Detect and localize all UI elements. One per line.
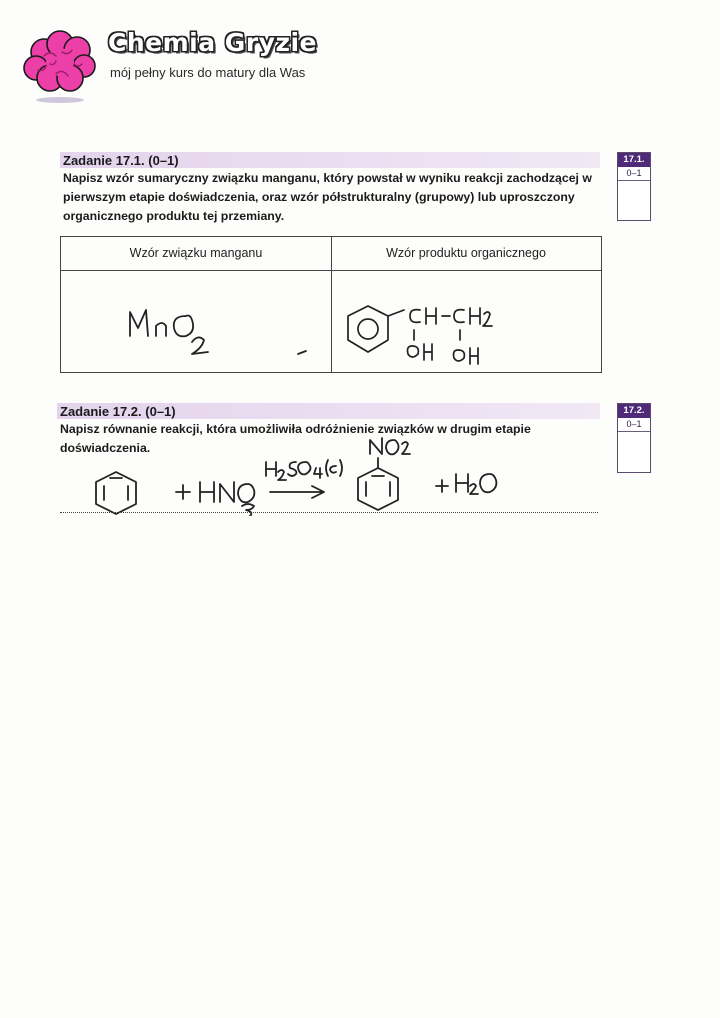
task-2-instruction: Napisz równanie reakcji, która umożliwiła odróżnienie związków w drugim etapie doświadczenia. [60,422,531,455]
task-2-score-number: 17.2. [618,404,650,418]
task-1-score-box [617,152,651,221]
handwritten-mno2 [122,298,312,362]
brand-subtitle: mój pełny kurs do matury dla Was [110,65,306,80]
task-2-title: Zadanie 17.2. (0–1) [60,404,176,419]
table-header-manganese: Wzór związku manganu [129,246,263,260]
handwritten-nitration-equation [90,432,510,516]
task-1-title: Zadanie 17.1. (0–1) [63,153,179,168]
handwritten-phenyl-ethanediol [340,300,540,370]
task-2-score-box [617,403,651,473]
table-header-organic: Wzór produktu organicznego [386,246,546,260]
task-1-score-range: 0–1 [618,167,650,181]
answer-dotted-line [60,512,598,513]
task-2-score-range: 0–1 [618,418,650,432]
task-1-instruction: Napisz wzór sumaryczny związku manganu, który powstał w wyniku reakcji zachodzącej w pierwszym etapie doświadczenia, oraz wzór półstrukturalny (grupowy) lub uproszczony organicznego produktu tej przemiany. [63,171,592,223]
brand-title: Chemia Gryzie [108,28,318,57]
task-1-score-number: 17.1. [618,153,650,167]
brain-icon [22,30,98,104]
